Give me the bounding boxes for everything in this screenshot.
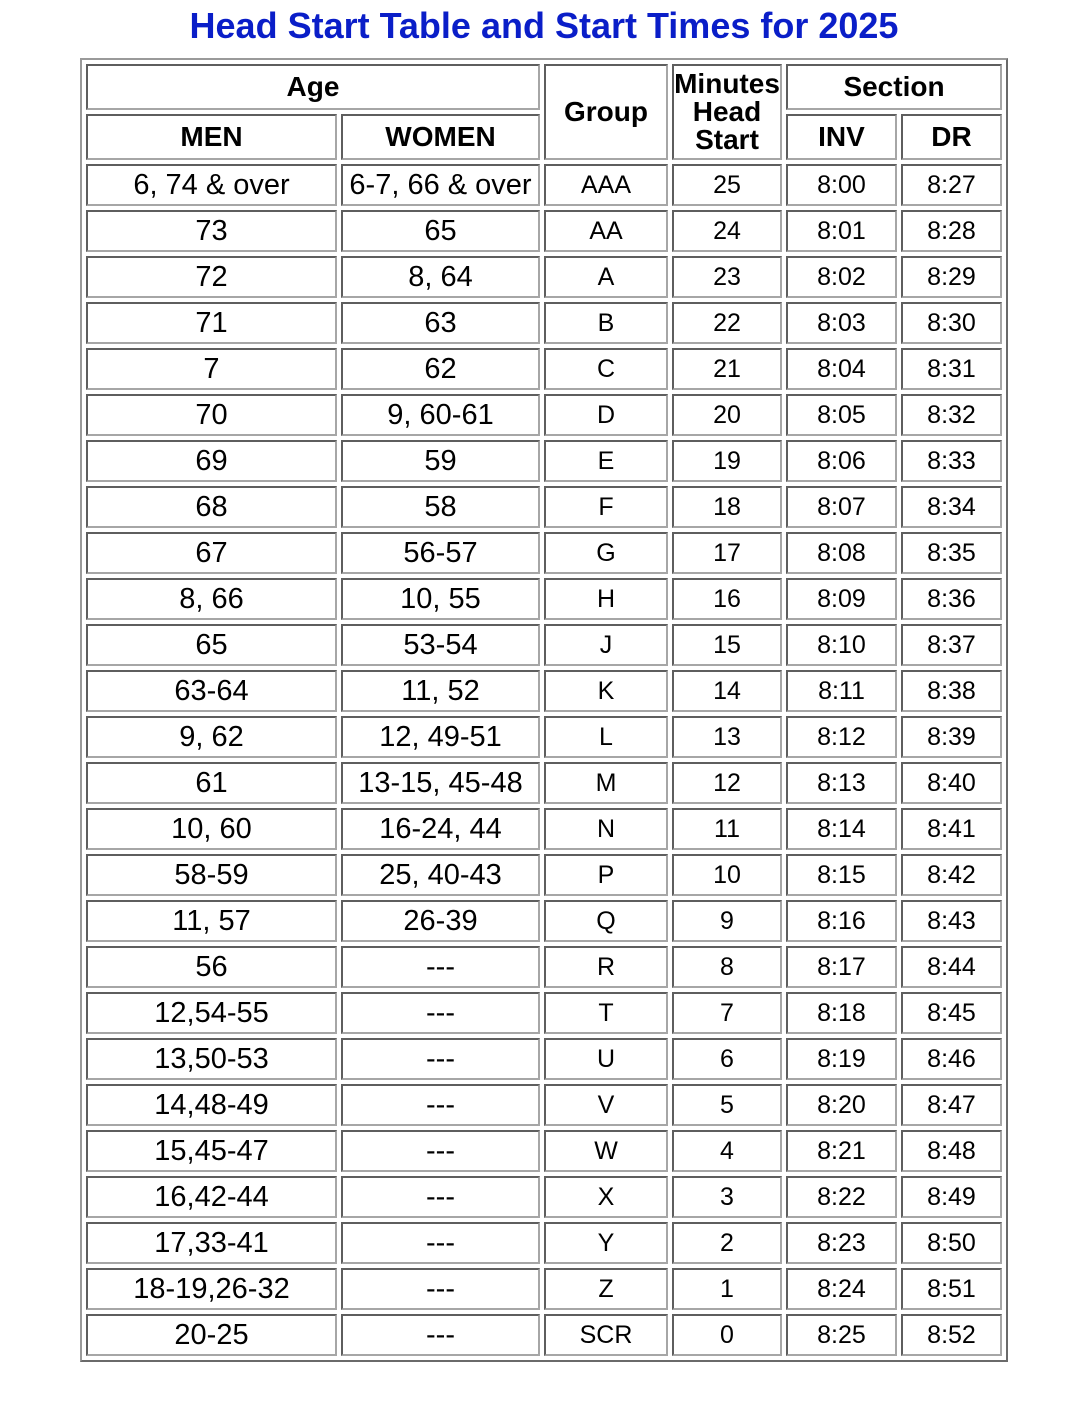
women-age-cell: 56-57 xyxy=(341,532,540,574)
minutes-cell: 14 xyxy=(672,670,782,712)
table-row xyxy=(86,946,1002,988)
dr-start-time-cell: 8:44 xyxy=(901,946,1002,988)
minutes-head-start-header xyxy=(672,64,782,160)
group-cell: U xyxy=(544,1038,668,1080)
group-cell: H xyxy=(544,578,668,620)
minutes-header-line: Start xyxy=(695,124,759,155)
minutes-cell: 10 xyxy=(672,854,782,896)
minutes-cell: 20 xyxy=(672,394,782,436)
table-row xyxy=(86,210,1002,252)
inv-start-time-cell: 8:18 xyxy=(786,992,897,1034)
women-age-cell: --- xyxy=(341,1084,540,1126)
header-row-1 xyxy=(86,64,1002,110)
table-row xyxy=(86,1130,1002,1172)
dr-start-time-cell: 8:52 xyxy=(901,1314,1002,1356)
men-age-cell: 10, 60 xyxy=(86,808,337,850)
table-row xyxy=(86,1268,1002,1310)
inv-start-time-cell: 8:17 xyxy=(786,946,897,988)
women-age-cell: --- xyxy=(341,1176,540,1218)
women-age-cell: 16-24, 44 xyxy=(341,808,540,850)
table-row xyxy=(86,900,1002,942)
group-cell: Q xyxy=(544,900,668,942)
dr-start-time-cell: 8:32 xyxy=(901,394,1002,436)
head-start-table-frame xyxy=(80,58,1008,1362)
table-row xyxy=(86,1084,1002,1126)
women-age-cell: 6-7, 66 & over xyxy=(341,164,540,206)
inv-start-time-cell: 8:05 xyxy=(786,394,897,436)
inv-start-time-cell: 8:04 xyxy=(786,348,897,390)
group-cell: Y xyxy=(544,1222,668,1264)
men-age-cell: 65 xyxy=(86,624,337,666)
women-age-cell: --- xyxy=(341,1314,540,1356)
men-age-cell: 72 xyxy=(86,256,337,298)
men-header: MEN xyxy=(86,114,337,160)
inv-start-time-cell: 8:25 xyxy=(786,1314,897,1356)
table-row xyxy=(86,1038,1002,1080)
inv-start-time-cell: 8:13 xyxy=(786,762,897,804)
table-row xyxy=(86,716,1002,758)
women-header: WOMEN xyxy=(341,114,540,160)
men-age-cell: 8, 66 xyxy=(86,578,337,620)
women-age-cell: 12, 49-51 xyxy=(341,716,540,758)
table-row xyxy=(86,808,1002,850)
table-row xyxy=(86,670,1002,712)
women-age-cell: 8, 64 xyxy=(341,256,540,298)
women-age-cell: --- xyxy=(341,1222,540,1264)
men-age-cell: 73 xyxy=(86,210,337,252)
men-age-cell: 14,48-49 xyxy=(86,1084,337,1126)
dr-start-time-cell: 8:35 xyxy=(901,532,1002,574)
inv-header: INV xyxy=(786,114,897,160)
men-age-cell: 17,33-41 xyxy=(86,1222,337,1264)
minutes-cell: 2 xyxy=(672,1222,782,1264)
dr-start-time-cell: 8:29 xyxy=(901,256,1002,298)
women-age-cell: --- xyxy=(341,992,540,1034)
women-age-cell: --- xyxy=(341,946,540,988)
inv-start-time-cell: 8:02 xyxy=(786,256,897,298)
inv-start-time-cell: 8:06 xyxy=(786,440,897,482)
men-age-cell: 12,54-55 xyxy=(86,992,337,1034)
men-age-cell: 70 xyxy=(86,394,337,436)
group-cell: T xyxy=(544,992,668,1034)
group-cell: SCR xyxy=(544,1314,668,1356)
minutes-cell: 17 xyxy=(672,532,782,574)
minutes-cell: 11 xyxy=(672,808,782,850)
table-row xyxy=(86,854,1002,896)
dr-start-time-cell: 8:41 xyxy=(901,808,1002,850)
dr-start-time-cell: 8:30 xyxy=(901,302,1002,344)
men-age-cell: 56 xyxy=(86,946,337,988)
dr-start-time-cell: 8:47 xyxy=(901,1084,1002,1126)
group-cell: B xyxy=(544,302,668,344)
group-header: Group xyxy=(544,64,668,160)
table-row xyxy=(86,992,1002,1034)
men-age-cell: 67 xyxy=(86,532,337,574)
men-age-cell: 61 xyxy=(86,762,337,804)
page-title: Head Start Table and Start Times for 2025 xyxy=(189,5,899,46)
table-row xyxy=(86,302,1002,344)
table-row xyxy=(86,256,1002,298)
table-row xyxy=(86,762,1002,804)
group-cell: L xyxy=(544,716,668,758)
inv-start-time-cell: 8:20 xyxy=(786,1084,897,1126)
minutes-cell: 24 xyxy=(672,210,782,252)
women-age-cell: 9, 60-61 xyxy=(341,394,540,436)
dr-start-time-cell: 8:48 xyxy=(901,1130,1002,1172)
minutes-cell: 9 xyxy=(672,900,782,942)
men-age-cell: 15,45-47 xyxy=(86,1130,337,1172)
minutes-cell: 15 xyxy=(672,624,782,666)
group-cell: W xyxy=(544,1130,668,1172)
age-header: Age xyxy=(86,64,540,110)
minutes-cell: 13 xyxy=(672,716,782,758)
women-age-cell: 13-15, 45-48 xyxy=(341,762,540,804)
women-age-cell: 10, 55 xyxy=(341,578,540,620)
men-age-cell: 7 xyxy=(86,348,337,390)
inv-start-time-cell: 8:08 xyxy=(786,532,897,574)
table-row xyxy=(86,532,1002,574)
table-row xyxy=(86,486,1002,528)
minutes-header-line: Minutes xyxy=(674,68,780,99)
minutes-cell: 22 xyxy=(672,302,782,344)
group-cell: A xyxy=(544,256,668,298)
group-cell: F xyxy=(544,486,668,528)
inv-start-time-cell: 8:07 xyxy=(786,486,897,528)
men-age-cell: 16,42-44 xyxy=(86,1176,337,1218)
inv-start-time-cell: 8:15 xyxy=(786,854,897,896)
women-age-cell: 53-54 xyxy=(341,624,540,666)
group-cell: V xyxy=(544,1084,668,1126)
dr-start-time-cell: 8:42 xyxy=(901,854,1002,896)
table-row xyxy=(86,348,1002,390)
dr-start-time-cell: 8:36 xyxy=(901,578,1002,620)
women-age-cell: 26-39 xyxy=(341,900,540,942)
inv-start-time-cell: 8:03 xyxy=(786,302,897,344)
women-age-cell: 63 xyxy=(341,302,540,344)
table-body xyxy=(86,164,1002,1356)
women-age-cell: 25, 40-43 xyxy=(341,854,540,896)
men-age-cell: 68 xyxy=(86,486,337,528)
dr-start-time-cell: 8:38 xyxy=(901,670,1002,712)
dr-start-time-cell: 8:33 xyxy=(901,440,1002,482)
group-cell: AAA xyxy=(544,164,668,206)
minutes-cell: 7 xyxy=(672,992,782,1034)
women-age-cell: 62 xyxy=(341,348,540,390)
minutes-cell: 1 xyxy=(672,1268,782,1310)
table-row xyxy=(86,164,1002,206)
minutes-cell: 19 xyxy=(672,440,782,482)
inv-start-time-cell: 8:09 xyxy=(786,578,897,620)
section-header: Section xyxy=(786,64,1002,110)
dr-start-time-cell: 8:37 xyxy=(901,624,1002,666)
men-age-cell: 63-64 xyxy=(86,670,337,712)
minutes-cell: 21 xyxy=(672,348,782,390)
group-cell: E xyxy=(544,440,668,482)
minutes-cell: 6 xyxy=(672,1038,782,1080)
group-cell: C xyxy=(544,348,668,390)
minutes-cell: 3 xyxy=(672,1176,782,1218)
inv-start-time-cell: 8:11 xyxy=(786,670,897,712)
minutes-cell: 23 xyxy=(672,256,782,298)
table-row xyxy=(86,1314,1002,1356)
inv-start-time-cell: 8:10 xyxy=(786,624,897,666)
minutes-cell: 5 xyxy=(672,1084,782,1126)
minutes-cell: 18 xyxy=(672,486,782,528)
inv-start-time-cell: 8:23 xyxy=(786,1222,897,1264)
inv-start-time-cell: 8:21 xyxy=(786,1130,897,1172)
inv-start-time-cell: 8:24 xyxy=(786,1268,897,1310)
inv-start-time-cell: 8:01 xyxy=(786,210,897,252)
inv-start-time-cell: 8:14 xyxy=(786,808,897,850)
minutes-cell: 12 xyxy=(672,762,782,804)
dr-start-time-cell: 8:28 xyxy=(901,210,1002,252)
inv-start-time-cell: 8:19 xyxy=(786,1038,897,1080)
men-age-cell: 58-59 xyxy=(86,854,337,896)
minutes-cell: 16 xyxy=(672,578,782,620)
men-age-cell: 69 xyxy=(86,440,337,482)
group-cell: R xyxy=(544,946,668,988)
dr-start-time-cell: 8:51 xyxy=(901,1268,1002,1310)
men-age-cell: 6, 74 & over xyxy=(86,164,337,206)
minutes-header-line: Head xyxy=(692,96,762,127)
women-age-cell: 58 xyxy=(341,486,540,528)
group-cell: N xyxy=(544,808,668,850)
minutes-cell: 25 xyxy=(672,164,782,206)
men-age-cell: 13,50-53 xyxy=(86,1038,337,1080)
head-start-table xyxy=(82,60,1006,1360)
dr-start-time-cell: 8:43 xyxy=(901,900,1002,942)
group-cell: K xyxy=(544,670,668,712)
men-age-cell: 11, 57 xyxy=(86,900,337,942)
dr-start-time-cell: 8:49 xyxy=(901,1176,1002,1218)
inv-start-time-cell: 8:22 xyxy=(786,1176,897,1218)
table-row xyxy=(86,394,1002,436)
group-cell: G xyxy=(544,532,668,574)
men-age-cell: 18-19,26-32 xyxy=(86,1268,337,1310)
dr-start-time-cell: 8:39 xyxy=(901,716,1002,758)
table-row xyxy=(86,1222,1002,1264)
inv-start-time-cell: 8:16 xyxy=(786,900,897,942)
women-age-cell: --- xyxy=(341,1038,540,1080)
women-age-cell: --- xyxy=(341,1130,540,1172)
group-cell: X xyxy=(544,1176,668,1218)
women-age-cell: --- xyxy=(341,1268,540,1310)
inv-start-time-cell: 8:00 xyxy=(786,164,897,206)
women-age-cell: 11, 52 xyxy=(341,670,540,712)
group-cell: D xyxy=(544,394,668,436)
group-cell: AA xyxy=(544,210,668,252)
men-age-cell: 9, 62 xyxy=(86,716,337,758)
table-row xyxy=(86,440,1002,482)
group-cell: J xyxy=(544,624,668,666)
table-row xyxy=(86,624,1002,666)
dr-start-time-cell: 8:34 xyxy=(901,486,1002,528)
women-age-cell: 59 xyxy=(341,440,540,482)
group-cell: M xyxy=(544,762,668,804)
dr-start-time-cell: 8:27 xyxy=(901,164,1002,206)
minutes-cell: 4 xyxy=(672,1130,782,1172)
group-cell: P xyxy=(544,854,668,896)
minutes-cell: 0 xyxy=(672,1314,782,1356)
women-age-cell: 65 xyxy=(341,210,540,252)
men-age-cell: 71 xyxy=(86,302,337,344)
dr-start-time-cell: 8:40 xyxy=(901,762,1002,804)
table-row xyxy=(86,1176,1002,1218)
dr-header: DR xyxy=(901,114,1002,160)
group-cell: Z xyxy=(544,1268,668,1310)
inv-start-time-cell: 8:12 xyxy=(786,716,897,758)
dr-start-time-cell: 8:50 xyxy=(901,1222,1002,1264)
table-row xyxy=(86,578,1002,620)
dr-start-time-cell: 8:45 xyxy=(901,992,1002,1034)
dr-start-time-cell: 8:46 xyxy=(901,1038,1002,1080)
dr-start-time-cell: 8:31 xyxy=(901,348,1002,390)
minutes-cell: 8 xyxy=(672,946,782,988)
men-age-cell: 20-25 xyxy=(86,1314,337,1356)
